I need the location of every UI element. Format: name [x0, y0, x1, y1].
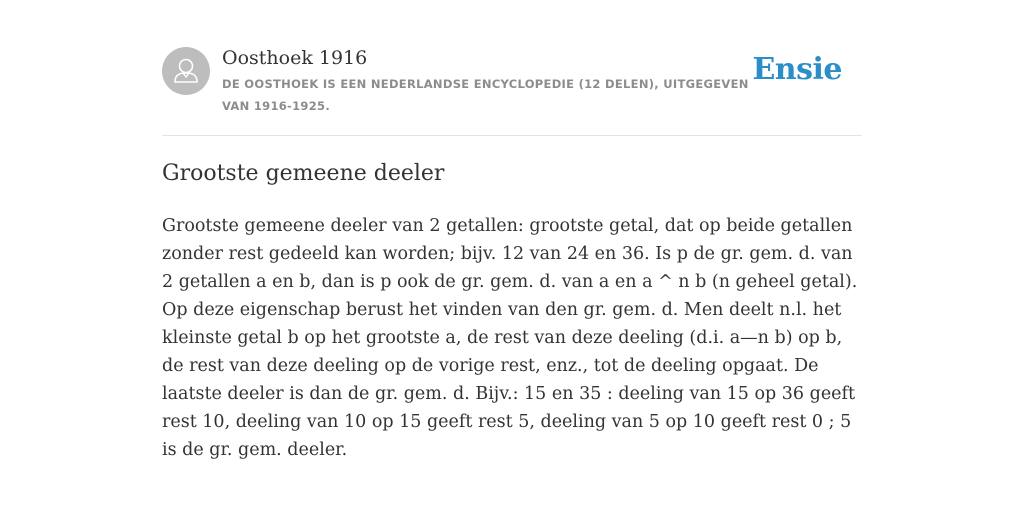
user-avatar-icon[interactable] — [162, 47, 210, 95]
source-header — [162, 44, 862, 136]
entry-title: Grootste gemeene deeler — [162, 161, 445, 186]
ensie-logo-link[interactable]: Ensie — [752, 52, 842, 87]
source-title[interactable]: Oosthoek 1916 — [222, 47, 368, 69]
entry-body: Grootste gemeene deeler van 2 getallen: grootste getal, dat op beide getallen zonder rest gedeeld kan worden; bijv. 12 van 24 en 36. Is p de gr. gem. d. van 2 getallen a en b, dan is p ook de gr. gem. d. van a en a ^ n b (n geheel getal). Op deze eigenschap berust het vinden van den gr. gem. d. Men deelt n.l. het kleinste getal b op het grootste a, de rest van deze deeling (d.i. a—n b) op b, de rest van deze deeling op de vorige rest, enz., tot de deeling opgaat. De laatste deeler is dan de gr. gem. d. Bijv.: 15 en 35 : deeling van 15 op 36 geeft rest 10, deeling van 10 op 15 geeft rest 5, deeling van 5 op 10 geeft rest 0 ; 5 is de gr. gem. deeler. — [162, 216, 858, 460]
source-description: DE OOSTHOEK IS EEN NEDERLANDSE ENCYCLOPEDIE (12 DELEN), UITGEGEVEN VAN 1916-1925. — [222, 77, 749, 113]
